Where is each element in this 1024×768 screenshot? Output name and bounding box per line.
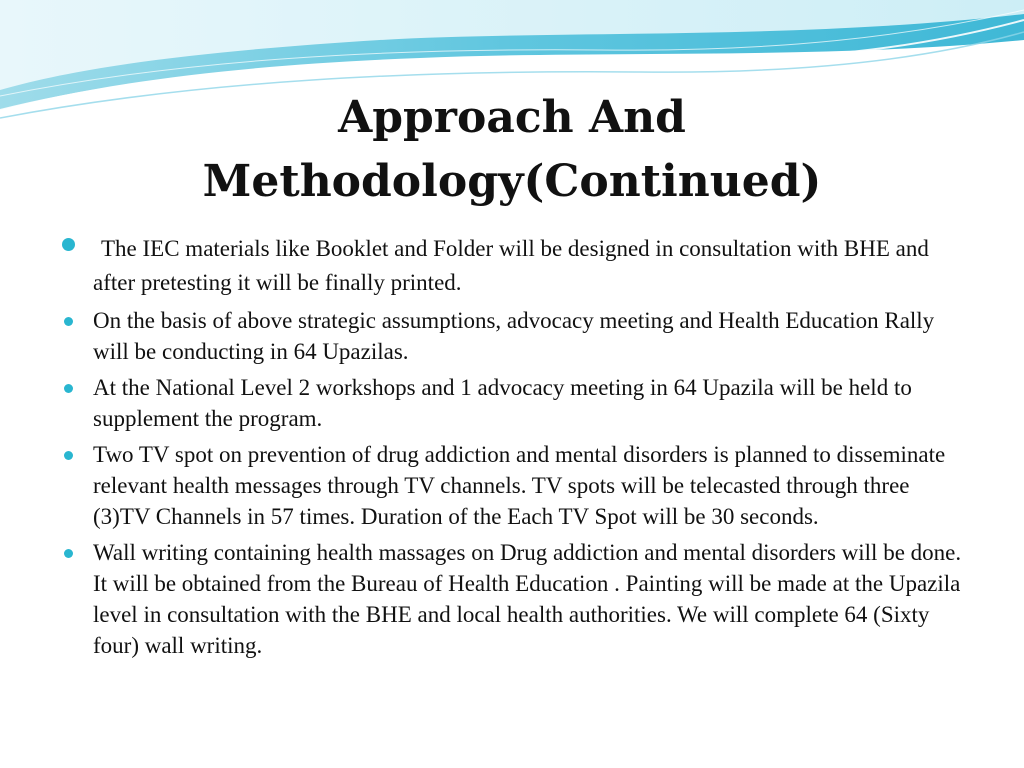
bullet-dot-icon [62, 238, 75, 251]
bullet-item-5 [62, 537, 962, 661]
bullet-item-4 [62, 439, 962, 532]
bullet-item-3 [62, 372, 962, 434]
bullet-text: Wall writing containing health massages on Drug addiction and mental disorders will be done. It will be obtained from the Bureau of Health Education . Painting will be made at the Upazila level in consultation with the BHE and local health authorities. We will complete 64 (Sixty four) wall writing. [93, 540, 962, 658]
bullet-item-1 [62, 232, 962, 300]
bullet-text: Two TV spot on prevention of drug addiction and mental disorders is planned to disseminate relevant health messages through TV channels. TV spots will be telecasted through three (3)TV Channels in 57 times. Duration of the Each TV Spot will be 30 seconds. [93, 442, 946, 529]
slide-title [0, 86, 1024, 214]
bullet-dot-icon [64, 317, 73, 326]
bullet-text: The IEC materials like Booklet and Folder will be designed in consultation with BHE and after pretesting it will be finally printed. [93, 236, 929, 295]
bullet-text: On the basis of above strategic assumptions, advocacy meeting and Health Education Rally will be conducting in 64 Upazilas. [93, 308, 935, 364]
bullet-dot-icon [64, 384, 73, 393]
title-line-1: Approach And [338, 92, 686, 143]
title-line-2: Methodology(Continued) [202, 156, 822, 207]
bullet-item-2 [62, 305, 962, 367]
bullet-text: At the National Level 2 workshops and 1 advocacy meeting in 64 Upazila will be held to supplement the program. [93, 375, 912, 431]
bullet-dot-icon [64, 549, 73, 558]
bullet-dot-icon [64, 451, 73, 460]
bullet-list [62, 232, 962, 666]
